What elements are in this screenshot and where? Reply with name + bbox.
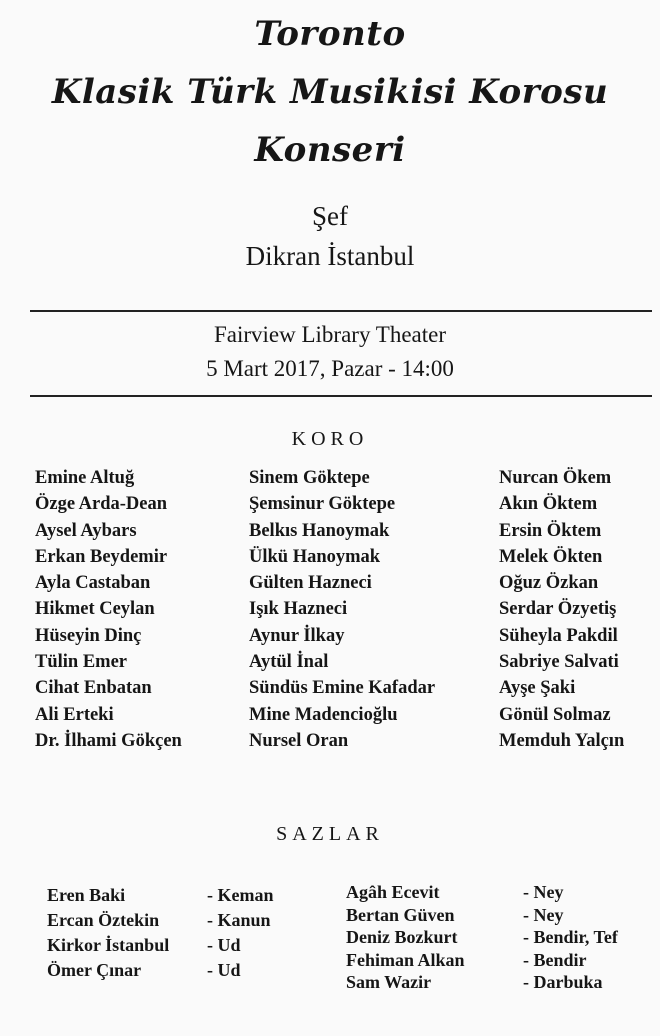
choir-member: Gönül Solmaz <box>499 704 611 725</box>
musician-name: Sam Wazir <box>346 972 432 993</box>
choir-member: Erkan Beydemir <box>35 546 168 567</box>
choir-member: Gülten Hazneci <box>249 573 372 594</box>
choir-member: Sinem Göktepe <box>249 468 370 488</box>
event-datetime: 5 Mart 2017, Pazar - 14:00 <box>206 356 454 381</box>
choir-member: Tülin Emer <box>35 652 127 673</box>
musician-instrument: - Ney <box>523 904 564 925</box>
musician-name: Fehiman Alkan <box>346 949 465 970</box>
choir-member: Emine Altuğ <box>35 468 135 488</box>
musician-name: Eren Baki <box>47 885 126 905</box>
choir-member: Belkıs Hanoymak <box>249 520 390 541</box>
instrument-right-names <box>346 881 465 994</box>
choir-column-2 <box>249 465 435 754</box>
musician-name: Ömer Çınar <box>47 960 142 980</box>
choir-member: Ali Erteki <box>35 704 114 725</box>
venue: Fairview Library Theater <box>213 322 447 347</box>
choir-member: Aytül İnal <box>249 652 329 673</box>
instrument-left-names <box>47 883 169 983</box>
musician-instrument: - Bendir <box>523 949 587 970</box>
title-line-1: Toronto <box>254 14 406 54</box>
choir-member: Dr. İlhami Gökçen <box>35 730 182 751</box>
musician-name: Ercan Öztekin <box>47 910 160 930</box>
conductor-name: Dikran İstanbul <box>245 241 415 271</box>
musician-name: Kirkor İstanbul <box>47 935 170 955</box>
choir-member: Serdar Özyetiş <box>499 599 617 620</box>
choir-member: Nursel Oran <box>249 730 349 751</box>
choir-member: Ayşe Şaki <box>499 678 576 699</box>
musician-instrument: - Bendir, Tef <box>523 927 618 948</box>
choir-member: Aysel Aybars <box>35 520 137 541</box>
bottom-divider <box>30 395 652 397</box>
choir-member: Işık Hazneci <box>249 599 348 620</box>
choir-member: Mine Madencioğlu <box>249 704 398 725</box>
choir-heading: KORO <box>291 428 369 450</box>
musician-instrument: - Keman <box>207 885 274 905</box>
musician-instrument: - Ney <box>523 882 564 902</box>
musician-instrument: - Kanun <box>207 910 271 930</box>
choir-member: Ersin Öktem <box>499 520 602 541</box>
choir-member: Akın Öktem <box>499 494 598 515</box>
choir-member: Süheyla Pakdil <box>499 625 618 646</box>
choir-member: Melek Ökten <box>499 546 603 567</box>
choir-column-3 <box>499 465 624 754</box>
musician-name: Agâh Ecevit <box>346 882 440 902</box>
conductor-title: Şef <box>312 201 348 231</box>
choir-member: Cihat Enbatan <box>35 678 152 699</box>
choir-member: Şemsinur Göktepe <box>249 494 396 515</box>
choir-member: Hikmet Ceylan <box>35 599 155 620</box>
musician-name: Bertan Güven <box>346 904 455 925</box>
musician-name: Deniz Bozkurt <box>346 927 458 948</box>
instrument-left-instruments <box>207 883 274 983</box>
instruments-heading: SAZLAR <box>276 823 384 845</box>
choir-member: Memduh Yalçın <box>499 730 625 751</box>
choir-member: Hüseyin Dinç <box>35 625 142 646</box>
title-line-3: Konseri <box>254 130 406 170</box>
musician-instrument: - Ud <box>207 960 241 980</box>
musician-instrument: - Ud <box>207 935 241 955</box>
choir-member: Ülkü Hanoymak <box>249 546 381 567</box>
choir-member: Özge Arda-Dean <box>35 494 168 515</box>
choir-member: Ayla Castaban <box>35 573 151 594</box>
choir-column-1 <box>35 465 182 754</box>
title-line-2: Klasik Türk Musikisi Korosu <box>51 72 609 112</box>
choir-member: Aynur İlkay <box>249 625 345 646</box>
choir-member: Nurcan Ökem <box>499 468 612 488</box>
top-divider <box>30 310 652 312</box>
instrument-right-instruments <box>523 881 618 994</box>
choir-member: Oğuz Özkan <box>499 573 599 594</box>
musician-instrument: - Darbuka <box>523 972 603 993</box>
choir-member: Sabriye Salvati <box>499 652 619 673</box>
choir-member: Sündüs Emine Kafadar <box>249 678 436 699</box>
